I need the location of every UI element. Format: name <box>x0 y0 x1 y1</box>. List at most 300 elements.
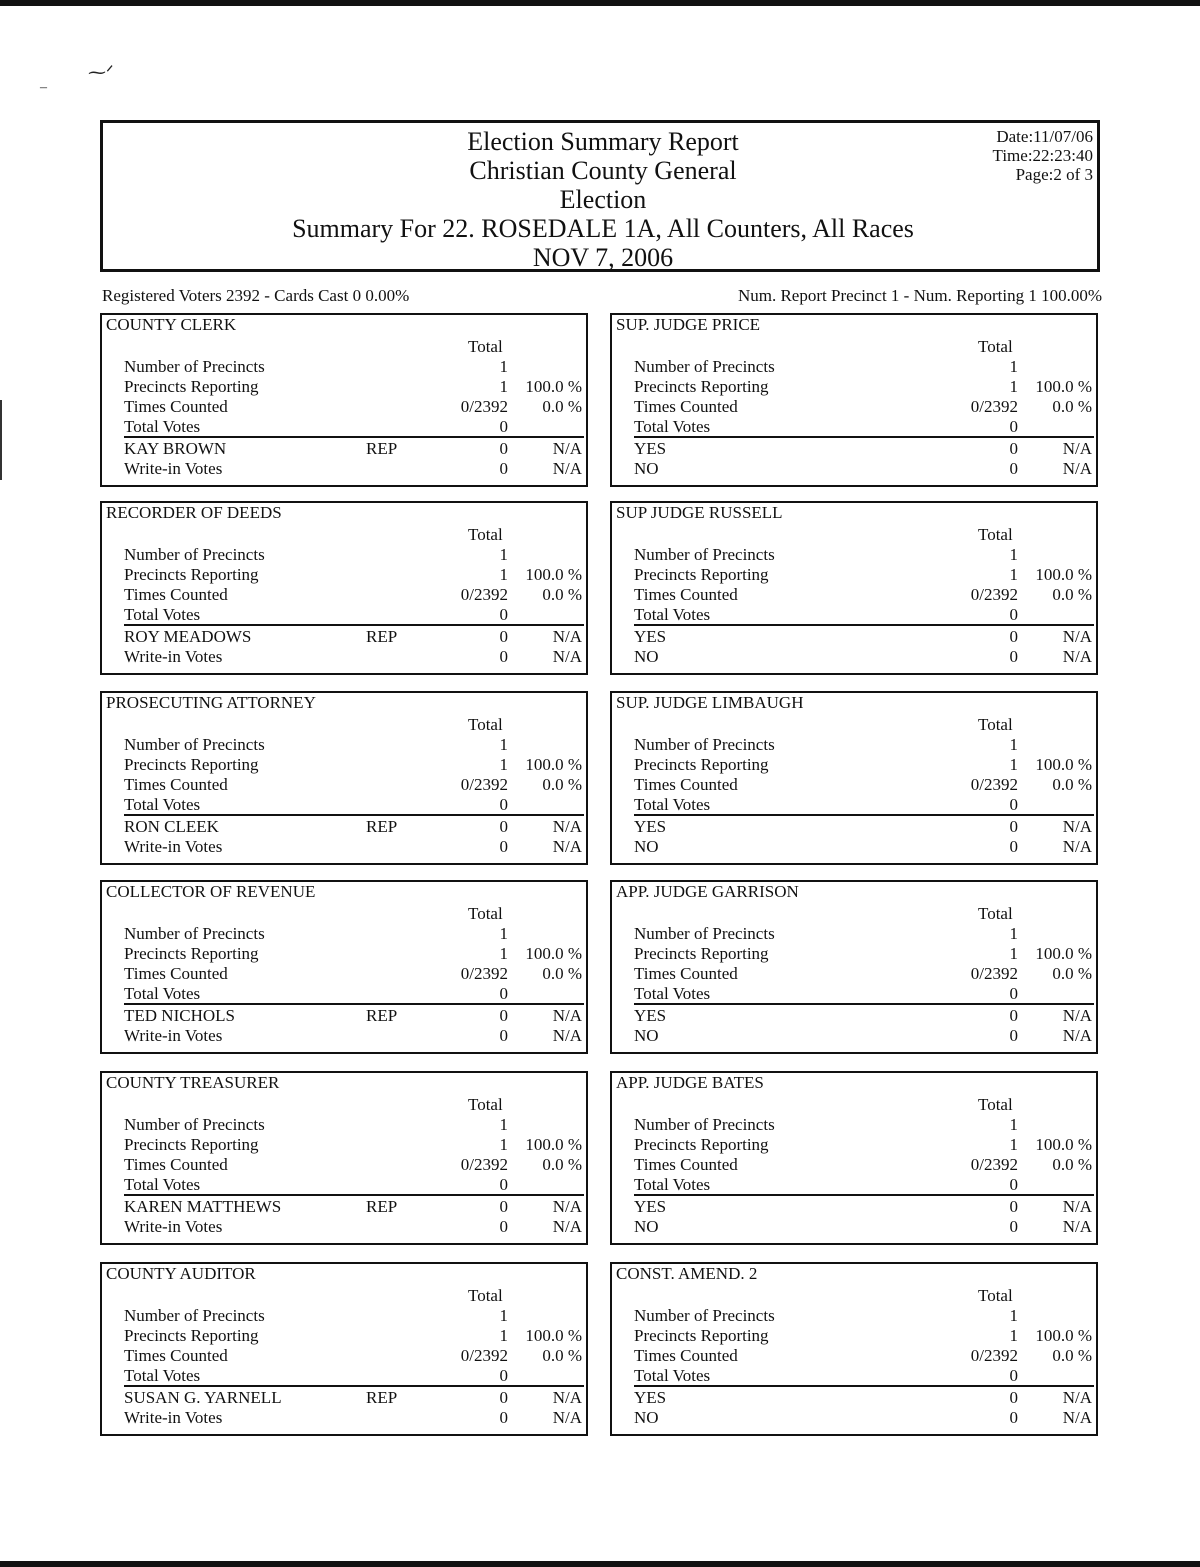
stat-percent: 100.0 % <box>525 1326 582 1345</box>
choice-votes: 0 <box>499 1197 508 1216</box>
stat-label: Number of Precincts <box>124 545 265 564</box>
race-box-10 <box>100 1262 588 1436</box>
choice-label: YES <box>634 439 667 458</box>
choice-label: KAREN MATTHEWS <box>124 1197 282 1216</box>
choice-label: YES <box>634 817 667 836</box>
stat-label: Number of Precincts <box>124 1306 265 1325</box>
stat-label: Number of Precincts <box>634 357 775 376</box>
stat-percent: 100.0 % <box>525 944 582 963</box>
stat-label: Times Counted <box>634 397 738 416</box>
race-title: APP. JUDGE BATES <box>616 1073 764 1092</box>
choice-row <box>634 647 1094 667</box>
stat-row-times <box>634 964 1094 984</box>
stat-label: Total Votes <box>634 605 711 624</box>
choice-percent: N/A <box>552 1197 582 1216</box>
choice-row <box>124 459 584 479</box>
stat-row-total <box>124 605 584 625</box>
choice-percent: N/A <box>1062 439 1092 458</box>
stat-percent: 0.0 % <box>542 397 582 416</box>
handwritten-mark-icon: ⁓ᐟ <box>88 62 114 82</box>
stat-row-times <box>634 397 1094 417</box>
stat-label: Times Counted <box>634 1155 738 1174</box>
race-box-5 <box>610 691 1098 865</box>
choice-row <box>634 1388 1094 1408</box>
choice-party: REP <box>366 817 398 836</box>
stat-value: 0 <box>1009 1175 1018 1194</box>
choice-row <box>634 459 1094 479</box>
stat-value: 0/2392 <box>460 775 508 794</box>
stat-label: Total Votes <box>124 605 201 624</box>
choice-label: NO <box>634 1217 659 1236</box>
choice-votes: 0 <box>499 439 508 458</box>
top-scan-border <box>0 0 1200 6</box>
choice-votes: 0 <box>499 1408 508 1427</box>
stat-row-reporting <box>124 1135 584 1155</box>
stat-row-num_precincts <box>124 924 584 944</box>
stat-row-times <box>634 1155 1094 1175</box>
stat-label: Total Votes <box>634 1175 711 1194</box>
stat-row-total <box>124 1366 584 1386</box>
choice-row <box>124 1197 584 1217</box>
total-column-header: Total <box>978 1095 1013 1114</box>
stat-value: 0 <box>499 984 508 1003</box>
stat-label: Precincts Reporting <box>124 1326 259 1345</box>
total-column-header: Total <box>468 1286 503 1305</box>
stat-percent: 100.0 % <box>1035 755 1092 774</box>
stat-percent: 100.0 % <box>525 1135 582 1154</box>
stat-value: 0 <box>1009 984 1018 1003</box>
stat-value: 1 <box>1009 924 1018 943</box>
race-box-0 <box>100 313 588 487</box>
handwritten-dash-icon: – <box>40 80 47 95</box>
stat-label: Number of Precincts <box>634 1115 775 1134</box>
choice-percent: N/A <box>1062 1026 1092 1045</box>
stat-label: Times Counted <box>124 1346 228 1365</box>
choice-percent: N/A <box>552 647 582 666</box>
stat-label: Number of Precincts <box>124 735 265 754</box>
stat-label: Times Counted <box>634 775 738 794</box>
choices-divider <box>124 1385 584 1387</box>
stat-value: 0/2392 <box>460 964 508 983</box>
stat-row-total <box>634 417 1094 437</box>
stat-row-total <box>634 984 1094 1004</box>
choice-votes: 0 <box>1009 1026 1018 1045</box>
stat-row-num_precincts <box>124 1115 584 1135</box>
report-time: Time:22:23:40 <box>992 146 1093 165</box>
choice-percent: N/A <box>1062 1197 1092 1216</box>
choice-percent: N/A <box>552 1026 582 1045</box>
stat-value: 0 <box>499 795 508 814</box>
stat-row-num_precincts <box>634 1306 1094 1326</box>
stat-label: Number of Precincts <box>634 735 775 754</box>
stat-row-times <box>124 775 584 795</box>
choice-party: REP <box>366 627 398 646</box>
choice-label: Write-in Votes <box>124 1026 223 1045</box>
stat-value: 1 <box>499 377 508 396</box>
choice-label: NO <box>634 837 659 856</box>
choice-row <box>124 817 584 837</box>
choice-label: NO <box>634 459 659 478</box>
choice-votes: 0 <box>1009 647 1018 666</box>
choice-label: Write-in Votes <box>124 459 223 478</box>
stat-value: 0/2392 <box>460 1346 508 1365</box>
choice-label: Write-in Votes <box>124 1408 223 1427</box>
total-column-header: Total <box>468 337 503 356</box>
stat-percent: 0.0 % <box>542 964 582 983</box>
choice-label: ROY MEADOWS <box>124 627 252 646</box>
stat-row-reporting <box>634 377 1094 397</box>
precinct-report-summary: Num. Report Precinct 1 - Num. Reporting 1 100.00% <box>737 286 1102 305</box>
choice-label: YES <box>634 1006 667 1025</box>
choice-votes: 0 <box>1009 627 1018 646</box>
title-line-3: Election <box>559 185 647 214</box>
title-line-2: Christian County General <box>469 156 737 185</box>
stat-value: 0/2392 <box>970 1346 1018 1365</box>
choices-divider <box>124 814 584 816</box>
total-column-header: Total <box>468 904 503 923</box>
stat-percent: 0.0 % <box>542 1346 582 1365</box>
stat-row-times <box>124 1346 584 1366</box>
choice-votes: 0 <box>1009 1217 1018 1236</box>
total-column-header: Total <box>468 1095 503 1114</box>
stat-value: 0/2392 <box>460 585 508 604</box>
stat-value: 1 <box>499 545 508 564</box>
stat-label: Number of Precincts <box>634 924 775 943</box>
race-box-3 <box>610 501 1098 675</box>
stat-label: Times Counted <box>124 397 228 416</box>
choice-label: Write-in Votes <box>124 1217 223 1236</box>
choice-votes: 0 <box>499 1026 508 1045</box>
choice-label: TED NICHOLS <box>124 1006 235 1025</box>
stat-label: Precincts Reporting <box>634 377 769 396</box>
stat-percent: 100.0 % <box>525 565 582 584</box>
race-box-7 <box>610 880 1098 1054</box>
choice-label: SUSAN G. YARNELL <box>124 1388 282 1407</box>
choice-votes: 0 <box>499 817 508 836</box>
stat-row-reporting <box>124 944 584 964</box>
stat-row-total <box>124 1175 584 1195</box>
stat-label: Number of Precincts <box>124 1115 265 1134</box>
stat-percent: 100.0 % <box>525 377 582 396</box>
race-title: CONST. AMEND. 2 <box>616 1264 758 1283</box>
choice-percent: N/A <box>1062 459 1092 478</box>
choice-votes: 0 <box>499 1006 508 1025</box>
choice-percent: N/A <box>1062 1388 1092 1407</box>
race-box-9 <box>610 1071 1098 1245</box>
choice-label: Write-in Votes <box>124 647 223 666</box>
choice-party: REP <box>366 1197 398 1216</box>
choice-votes: 0 <box>1009 459 1018 478</box>
stat-value: 1 <box>499 1135 508 1154</box>
choice-row <box>124 439 584 459</box>
stat-percent: 0.0 % <box>1052 964 1092 983</box>
choice-votes: 0 <box>1009 1408 1018 1427</box>
race-title: APP. JUDGE GARRISON <box>616 882 799 901</box>
stat-value: 1 <box>1009 545 1018 564</box>
choice-row <box>124 1388 584 1408</box>
stat-label: Precincts Reporting <box>634 1135 769 1154</box>
choice-percent: N/A <box>552 837 582 856</box>
race-box-1 <box>610 313 1098 487</box>
choice-row <box>634 627 1094 647</box>
stat-label: Times Counted <box>634 964 738 983</box>
choice-label: RON CLEEK <box>124 817 219 836</box>
stat-label: Precincts Reporting <box>124 377 259 396</box>
choice-row <box>124 1408 584 1428</box>
stat-value: 0 <box>1009 417 1018 436</box>
race-box-6 <box>100 880 588 1054</box>
stat-row-times <box>634 775 1094 795</box>
choice-label: YES <box>634 1197 667 1216</box>
stat-percent: 100.0 % <box>1035 944 1092 963</box>
stat-row-total <box>634 605 1094 625</box>
choice-votes: 0 <box>499 627 508 646</box>
choices-divider <box>124 1003 584 1005</box>
race-title: COUNTY TREASURER <box>106 1073 280 1092</box>
choice-percent: N/A <box>1062 1217 1092 1236</box>
stat-percent: 100.0 % <box>1035 377 1092 396</box>
choice-party: REP <box>366 1006 398 1025</box>
choice-label: NO <box>634 1026 659 1045</box>
total-column-header: Total <box>978 337 1013 356</box>
choice-percent: N/A <box>552 1388 582 1407</box>
stat-row-total <box>124 984 584 1004</box>
stat-value: 1 <box>1009 735 1018 754</box>
stat-row-times <box>124 397 584 417</box>
stat-label: Precincts Reporting <box>634 565 769 584</box>
stat-percent: 100.0 % <box>1035 1135 1092 1154</box>
stat-value: 0 <box>499 1175 508 1194</box>
total-column-header: Total <box>978 715 1013 734</box>
choice-row <box>124 1026 584 1046</box>
stat-row-reporting <box>634 944 1094 964</box>
stat-value: 1 <box>499 565 508 584</box>
stat-label: Precincts Reporting <box>634 1326 769 1345</box>
race-box-4 <box>100 691 588 865</box>
choice-row <box>634 1217 1094 1237</box>
choice-votes: 0 <box>1009 1197 1018 1216</box>
choice-row <box>124 647 584 667</box>
stat-row-reporting <box>124 377 584 397</box>
stat-row-num_precincts <box>124 357 584 377</box>
stat-row-reporting <box>634 565 1094 585</box>
stat-row-times <box>124 964 584 984</box>
choice-votes: 0 <box>1009 817 1018 836</box>
stat-percent: 0.0 % <box>1052 1346 1092 1365</box>
stat-percent: 0.0 % <box>1052 775 1092 794</box>
race-box-8 <box>100 1071 588 1245</box>
stat-percent: 0.0 % <box>1052 1155 1092 1174</box>
race-box-11 <box>610 1262 1098 1436</box>
stat-value: 1 <box>1009 1135 1018 1154</box>
choices-divider <box>124 436 584 438</box>
stat-row-times <box>124 585 584 605</box>
stat-value: 1 <box>1009 755 1018 774</box>
stat-value: 1 <box>499 1326 508 1345</box>
stat-row-reporting <box>124 1326 584 1346</box>
stat-label: Precincts Reporting <box>634 944 769 963</box>
choice-row <box>634 1197 1094 1217</box>
stat-value: 1 <box>499 944 508 963</box>
stat-label: Times Counted <box>124 964 228 983</box>
registered-voters-summary: Registered Voters 2392 - Cards Cast 0 0.00% <box>102 286 410 305</box>
stat-percent: 100.0 % <box>525 755 582 774</box>
race-title: SUP JUDGE RUSSELL <box>616 503 783 522</box>
choice-votes: 0 <box>1009 1006 1018 1025</box>
choice-percent: N/A <box>1062 817 1092 836</box>
stat-label: Times Counted <box>634 1346 738 1365</box>
race-title: COLLECTOR OF REVENUE <box>106 882 316 901</box>
stat-value: 1 <box>1009 944 1018 963</box>
choice-label: NO <box>634 647 659 666</box>
race-title: SUP. JUDGE PRICE <box>616 315 761 334</box>
choice-votes: 0 <box>499 459 508 478</box>
stat-value: 0 <box>1009 605 1018 624</box>
choice-row <box>124 1006 584 1026</box>
choices-divider <box>634 436 1094 438</box>
left-scan-mark <box>0 400 2 480</box>
choice-row <box>634 439 1094 459</box>
stat-value: 1 <box>499 357 508 376</box>
stat-row-num_precincts <box>634 924 1094 944</box>
choice-label: NO <box>634 1408 659 1427</box>
stat-percent: 100.0 % <box>1035 565 1092 584</box>
total-column-header: Total <box>468 715 503 734</box>
stat-label: Total Votes <box>124 417 201 436</box>
choice-percent: N/A <box>552 817 582 836</box>
stat-percent: 0.0 % <box>542 775 582 794</box>
stat-label: Precincts Reporting <box>124 1135 259 1154</box>
title-line-5: NOV 7, 2006 <box>532 243 674 272</box>
stat-value: 0 <box>499 1366 508 1385</box>
choice-party: REP <box>366 439 398 458</box>
stat-label: Times Counted <box>124 585 228 604</box>
stat-value: 0/2392 <box>970 585 1018 604</box>
race-title: COUNTY CLERK <box>106 315 237 334</box>
stat-row-reporting <box>634 1135 1094 1155</box>
total-column-header: Total <box>978 904 1013 923</box>
choices-divider <box>124 1194 584 1196</box>
stat-row-total <box>124 795 584 815</box>
choices-divider <box>634 814 1094 816</box>
stat-row-num_precincts <box>124 735 584 755</box>
race-title: COUNTY AUDITOR <box>106 1264 256 1283</box>
stat-label: Times Counted <box>124 1155 228 1174</box>
report-meta <box>993 127 1093 184</box>
choice-percent: N/A <box>552 1408 582 1427</box>
choice-percent: N/A <box>552 439 582 458</box>
choice-party: REP <box>366 1388 398 1407</box>
bottom-scan-border <box>0 1561 1200 1567</box>
choice-row <box>634 1006 1094 1026</box>
stat-row-times <box>634 585 1094 605</box>
stat-label: Total Votes <box>124 1366 201 1385</box>
stat-value: 0/2392 <box>970 1155 1018 1174</box>
stat-label: Total Votes <box>124 984 201 1003</box>
stat-value: 1 <box>1009 377 1018 396</box>
stat-value: 0/2392 <box>970 775 1018 794</box>
race-title: RECORDER OF DEEDS <box>106 503 282 522</box>
stat-row-times <box>634 1346 1094 1366</box>
stat-value: 1 <box>1009 1115 1018 1134</box>
stat-value: 0/2392 <box>460 397 508 416</box>
choice-row <box>124 627 584 647</box>
choice-percent: N/A <box>1062 627 1092 646</box>
stat-label: Total Votes <box>124 795 201 814</box>
stat-row-total <box>634 795 1094 815</box>
report-page: Page:2 of 3 <box>1015 165 1093 184</box>
stat-label: Times Counted <box>124 775 228 794</box>
stat-label: Precincts Reporting <box>634 755 769 774</box>
stat-value: 1 <box>499 735 508 754</box>
choice-votes: 0 <box>1009 439 1018 458</box>
choice-row <box>634 1026 1094 1046</box>
stat-value: 0 <box>1009 795 1018 814</box>
stat-percent: 0.0 % <box>542 585 582 604</box>
choice-percent: N/A <box>552 1006 582 1025</box>
stat-value: 1 <box>499 755 508 774</box>
report-date: Date:11/07/06 <box>996 127 1093 146</box>
total-column-header: Total <box>468 525 503 544</box>
stat-label: Total Votes <box>124 1175 201 1194</box>
choice-votes: 0 <box>499 647 508 666</box>
stat-label: Total Votes <box>634 984 711 1003</box>
choice-label: Write-in Votes <box>124 837 223 856</box>
title-line-4: Summary For 22. ROSEDALE 1A, All Counters, All Races <box>292 214 914 243</box>
stat-label: Total Votes <box>634 1366 711 1385</box>
stat-value: 1 <box>499 1306 508 1325</box>
stat-value: 0 <box>499 417 508 436</box>
stat-row-reporting <box>124 755 584 775</box>
total-column-header: Total <box>978 1286 1013 1305</box>
race-box-2 <box>100 501 588 675</box>
stat-percent: 100.0 % <box>1035 1326 1092 1345</box>
stat-row-num_precincts <box>634 545 1094 565</box>
choice-percent: N/A <box>552 627 582 646</box>
stat-label: Total Votes <box>634 795 711 814</box>
stat-label: Precincts Reporting <box>124 565 259 584</box>
stat-value: 0/2392 <box>460 1155 508 1174</box>
choice-percent: N/A <box>1062 1006 1092 1025</box>
choice-label: YES <box>634 627 667 646</box>
choice-label: KAY BROWN <box>124 439 227 458</box>
stat-value: 0/2392 <box>970 397 1018 416</box>
stat-percent: 0.0 % <box>1052 585 1092 604</box>
stat-label: Number of Precincts <box>634 545 775 564</box>
stat-value: 1 <box>1009 565 1018 584</box>
choice-votes: 0 <box>499 1388 508 1407</box>
stat-value: 1 <box>1009 357 1018 376</box>
stat-label: Total Votes <box>634 417 711 436</box>
stat-label: Number of Precincts <box>124 357 265 376</box>
choice-percent: N/A <box>552 1217 582 1236</box>
choice-label: YES <box>634 1388 667 1407</box>
stat-value: 1 <box>1009 1306 1018 1325</box>
choice-percent: N/A <box>1062 647 1092 666</box>
stat-label: Number of Precincts <box>124 924 265 943</box>
choice-percent: N/A <box>1062 1408 1092 1427</box>
total-column-header: Total <box>978 525 1013 544</box>
choice-percent: N/A <box>552 459 582 478</box>
choice-votes: 0 <box>1009 837 1018 856</box>
stat-row-reporting <box>634 1326 1094 1346</box>
race-title: SUP. JUDGE LIMBAUGH <box>616 693 804 712</box>
choice-votes: 0 <box>499 837 508 856</box>
stat-row-total <box>634 1175 1094 1195</box>
choice-row <box>634 837 1094 857</box>
choice-row <box>124 837 584 857</box>
stat-label: Precincts Reporting <box>124 755 259 774</box>
